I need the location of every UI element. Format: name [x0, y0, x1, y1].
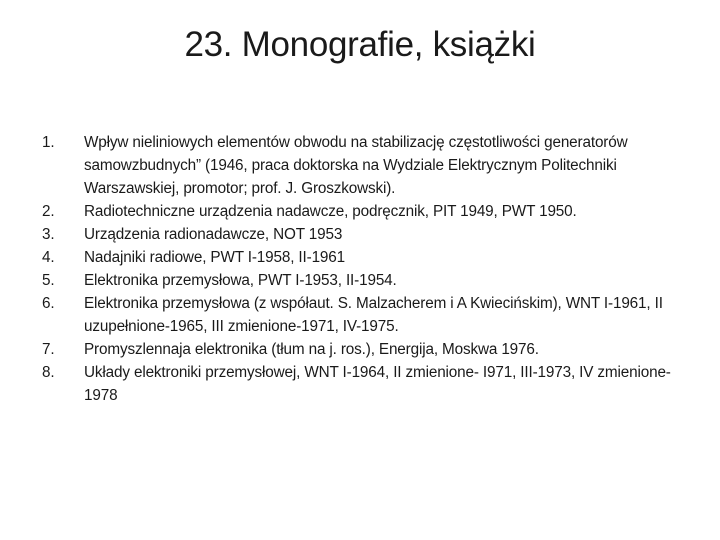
list-item: [42, 361, 692, 407]
list-item-text: Nadajniki radiowe, PWT I-1958, II-1961: [84, 249, 345, 266]
list-item-number: 5.: [42, 272, 55, 289]
list-item: [42, 131, 692, 200]
list-item-text: Urządzenia radionadawcze, NOT 1953: [84, 226, 343, 243]
list-item-number: 8.: [42, 364, 55, 381]
list-item-number: 7.: [42, 341, 55, 358]
list-item-text: Radiotechniczne urządzenia nadawcze, podręcznik, PIT 1949, PWT 1950.: [84, 203, 577, 220]
list-item: [42, 269, 692, 292]
list-item-text: Elektronika przemysłowa, PWT I-1953, II-1954.: [84, 272, 397, 289]
list-item-text: Wpływ nieliniowych elementów obwodu na stabilizację częstotliwości generatorów samowzbudnych” (1946, praca doktorska na Wydziale Elektrycznym Politechniki Warszawskiej, promotor; prof. J. Groszkowski).: [84, 134, 628, 197]
list-item-number: 3.: [42, 226, 55, 243]
list-item: [42, 246, 692, 269]
list-item-number: 2.: [42, 203, 55, 220]
list-item-text: Promyszlennaja elektronika (tłum na j. ros.), Energija, Moskwa 1976.: [84, 341, 539, 358]
list-item-number: 6.: [42, 295, 55, 312]
list-item-text: Układy elektroniki przemysłowej, WNT I-1964, II zmienione- I971, III-1973, IV zmienione- 1978: [84, 364, 671, 404]
list-item: [42, 338, 692, 361]
list-item-number: 4.: [42, 249, 55, 266]
list-item: [42, 223, 692, 246]
publication-list: [42, 131, 692, 407]
list-item-number: 1.: [42, 134, 55, 151]
list-item: [42, 200, 692, 223]
slide-title: 23. Monografie, książki: [184, 25, 536, 64]
list-item: [42, 292, 692, 338]
list-item-text: Elektronika przemysłowa (z współaut. S. Malzacherem i A Kwiecińskim), WNT I-1961, II uzupełnione-1965, III zmienione-1971, IV-1975.: [84, 295, 663, 335]
